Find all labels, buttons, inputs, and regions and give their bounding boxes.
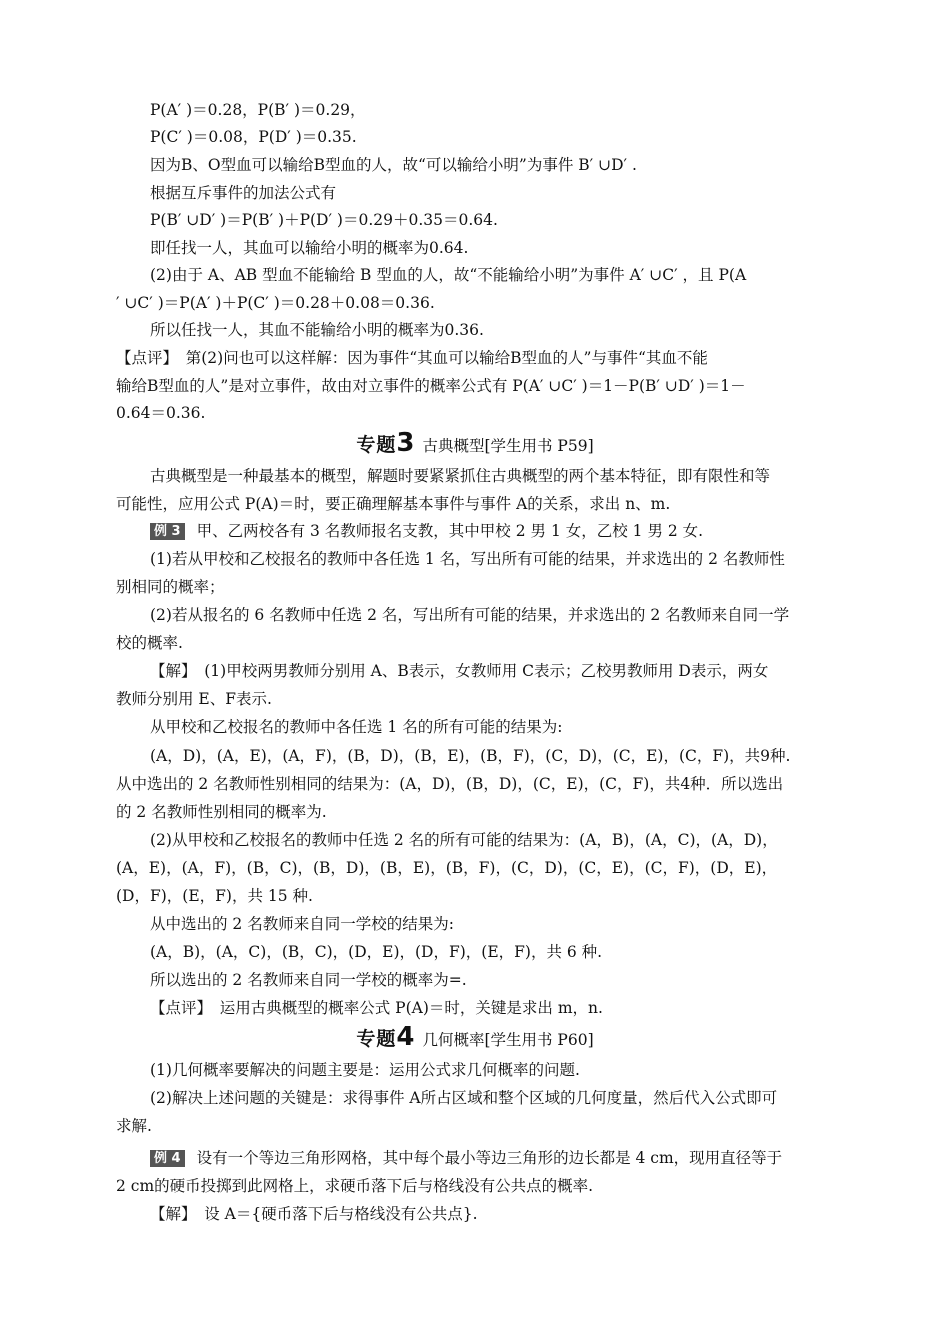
text-line: (A，D)，(A，E)，(A，F)，(B，D)，(B，E)，(B，F)，(C，D)，(C，E)，(C，F)，共9种. xyxy=(150,747,791,765)
text-line: 校的概率. xyxy=(116,634,183,652)
text-line: (A，B)，(A，C)，(B，C)，(D，E)，(D，F)，(E，F)，共 6 种. xyxy=(150,943,603,961)
heading-subtitle: 几何概率[学生用书 P60] xyxy=(422,1031,594,1049)
text-line: 2 cm的硬币投掷到此网格上，求硬币落下后与格线没有公共点的概率. xyxy=(116,1177,594,1195)
text-line: 根据互斥事件的加法公式有 xyxy=(150,184,337,202)
section-heading-3 xyxy=(0,428,950,458)
text-line: 输给B型血的人”是对立事件，故由对立事件的概率公式有 P(A′ ∪C′ )＝1－P(B′ ∪D′ )＝1－ xyxy=(116,377,746,395)
text-line: P(C′ )＝0.08，P(D′ )＝0.35. xyxy=(150,128,357,146)
example-text: 设有一个等边三角形网格，其中每个最小等边三角形的边长都是 4 cm，现用直径等于 xyxy=(196,1149,783,1167)
text-line: P(A′ )＝0.28，P(B′ )＝0.29， xyxy=(150,101,366,119)
text-line: (D，F)，(E，F)，共 15 种. xyxy=(116,887,313,905)
text-line: 教师分别用 E、F表示. xyxy=(116,690,272,708)
section-heading-4 xyxy=(0,1022,950,1052)
text-line: 因为B、O型血可以输给B型血的人，故“可以输给小明”为事件 B′ ∪D′ . xyxy=(150,156,637,174)
solution-line: 【解】 (1)甲校两男教师分别用 A、B表示，女教师用 C表示；乙校男教师用 D表示，两女 xyxy=(150,662,769,680)
text-line: 即任找一人，其血可以输给小明的概率为0.64. xyxy=(150,239,469,257)
text-line: 从中选出的 2 名教师性别相同的结果为：(A，D)，(B，D)，(C，E)，(C，F)，共4种．所以选出 xyxy=(116,775,784,793)
text-line: P(B′ ∪D′ )＝P(B′ )＋P(D′ )＝0.29＋0.35＝0.64. xyxy=(150,211,498,229)
text-line: 古典概型是一种最基本的概型，解题时要紧紧抓住古典概型的两个基本特征，即有限性和等 xyxy=(150,467,771,485)
solution-line: 【解】 设 A＝{硬币落下后与格线没有公共点}. xyxy=(150,1205,478,1223)
text-line: (2)若从报名的 6 名教师中任选 2 名，写出所有可能的结果，并求选出的 2 名教师来自同一学 xyxy=(150,606,790,624)
example-badge: 例 4 xyxy=(150,1150,185,1167)
text-line: 可能性，应用公式 P(A)＝时，要正确理解基本事件与事件 A的关系，求出 n、m. xyxy=(116,495,671,513)
text-line: (2)从甲校和乙校报名的教师中任选 2 名的所有可能的结果为：(A，B)，(A，C)，(A，D)， xyxy=(150,831,778,849)
text-line: (2)由于 A、AB 型血不能输给 B 型血的人，故“不能输给小明”为事件 A′ ∪C′ ，且 P(A xyxy=(150,266,747,284)
text-line: 所以选出的 2 名教师来自同一学校的概率为=. xyxy=(150,971,467,989)
text-line: 0.64＝0.36. xyxy=(116,404,206,422)
text-line: 所以任找一人，其血不能输给小明的概率为0.36. xyxy=(150,321,484,339)
heading-label: 专题 xyxy=(356,434,397,456)
text-line: 求解. xyxy=(116,1117,152,1135)
example-text: 甲、乙两校各有 3 名教师报名支教，其中甲校 2 男 1 女，乙校 1 男 2 女. xyxy=(196,522,704,540)
comment-line: 【点评】 第(2)问也可以这样解：因为事件“其血可以输给B型血的人”与事件“其血不能 xyxy=(116,349,708,367)
example-badge: 例 3 xyxy=(150,523,185,540)
comment-line: 【点评】 运用古典概型的概率公式 P(A)＝时，关键是求出 m，n. xyxy=(150,999,603,1017)
text-line: (A，E)，(A，F)，(B，C)，(B，D)，(B，E)，(B，F)，(C，D)，(C，E)，(C，F)，(D，E)， xyxy=(116,859,778,877)
text-line: (1)几何概率要解决的问题主要是：运用公式求几何概率的问题. xyxy=(150,1061,580,1079)
text-line: 别相同的概率； xyxy=(116,578,225,596)
text-line: (1)若从甲校和乙校报名的教师中各任选 1 名，写出所有可能的结果，并求选出的 2 名教师性 xyxy=(150,550,785,568)
heading-number: 3 xyxy=(396,428,415,458)
example-3-line xyxy=(150,521,703,541)
heading-subtitle: 古典概型[学生用书 P59] xyxy=(422,437,594,455)
text-line: (2)解决上述问题的关键是：求得事件 A所占区域和整个区域的几何度量，然后代入公式即可 xyxy=(150,1089,778,1107)
heading-number: 4 xyxy=(396,1022,415,1052)
text-line: ′ ∪C′ )＝P(A′ )＋P(C′ )＝0.28＋0.08＝0.36. xyxy=(116,294,435,312)
text-line: 的 2 名教师性别相同的概率为. xyxy=(116,803,327,821)
text-line: 从中选出的 2 名教师来自同一学校的结果为: xyxy=(150,915,454,933)
example-4-line xyxy=(150,1148,782,1168)
heading-label: 专题 xyxy=(356,1028,397,1050)
text-line: 从甲校和乙校报名的教师中各任选 1 名的所有可能的结果为: xyxy=(150,718,563,736)
